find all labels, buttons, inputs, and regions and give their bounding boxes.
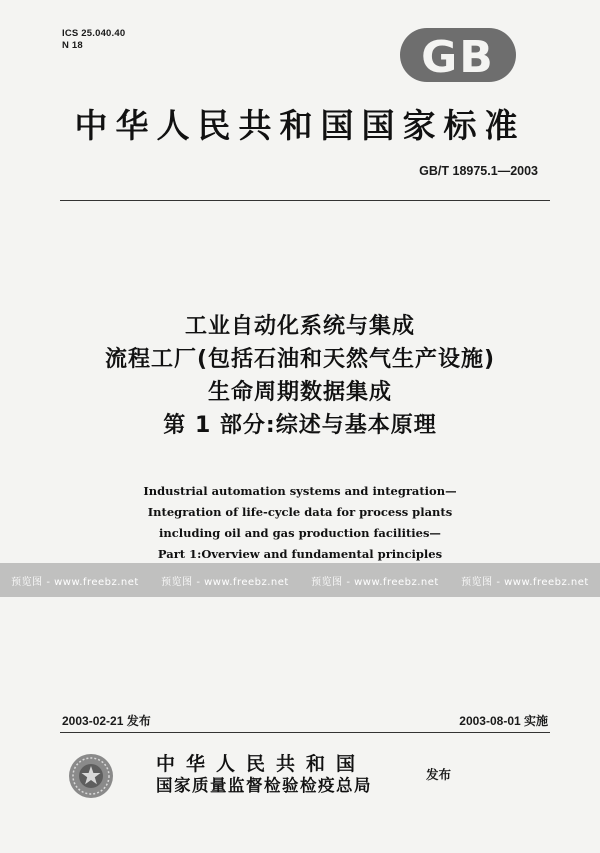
english-title-line: including oil and gas production facilities— <box>159 526 441 540</box>
watermark-text: 预览图 - www.freebz.net <box>161 576 289 588</box>
gb-logo <box>398 26 518 84</box>
bottom-divider <box>60 732 550 733</box>
english-title <box>0 481 600 565</box>
issuer-line-2: 国家质量监督检验检疫总局 <box>156 776 372 795</box>
chinese-title-line: 第 1 部分:综述与基本原理 <box>163 413 437 438</box>
watermark-text: 预览图 - www.freebz.net <box>461 576 589 588</box>
issuer-line-1: 中华人民共和国 <box>156 753 367 775</box>
implement-date: 2003-08-01 实施 <box>459 714 548 728</box>
ics-code: ICS 25.040.40 <box>62 28 126 39</box>
english-title-line: Integration of life-cycle data for process plants <box>147 505 453 519</box>
chinese-title-line: 工业自动化系统与集成 <box>184 314 415 339</box>
org-title: 中华人民共和国国家标准 <box>74 106 526 145</box>
chinese-title <box>0 310 600 442</box>
watermark-band <box>0 563 600 597</box>
watermark-text: 预览图 - www.freebz.net <box>11 576 139 588</box>
watermark-text: 预览图 - www.freebz.net <box>311 576 439 588</box>
top-divider <box>60 200 550 201</box>
english-title-line: Industrial automation systems and integration— <box>143 484 457 498</box>
gb-logo-text: GB <box>421 32 495 83</box>
publish-label: 发布 <box>426 767 452 782</box>
chinese-title-line: 流程工厂(包括石油和天然气生产设施) <box>104 347 496 372</box>
chinese-title-line: 生命周期数据集成 <box>207 380 392 405</box>
english-title-line: Part 1:Overview and fundamental principles <box>157 547 443 561</box>
issue-date: 2003-02-21 发布 <box>62 714 151 728</box>
standard-number: GB/T 18975.1—2003 <box>419 164 538 178</box>
classification-codes <box>62 28 125 52</box>
class-code: N 18 <box>62 40 83 51</box>
national-emblem-seal-icon <box>67 752 115 800</box>
